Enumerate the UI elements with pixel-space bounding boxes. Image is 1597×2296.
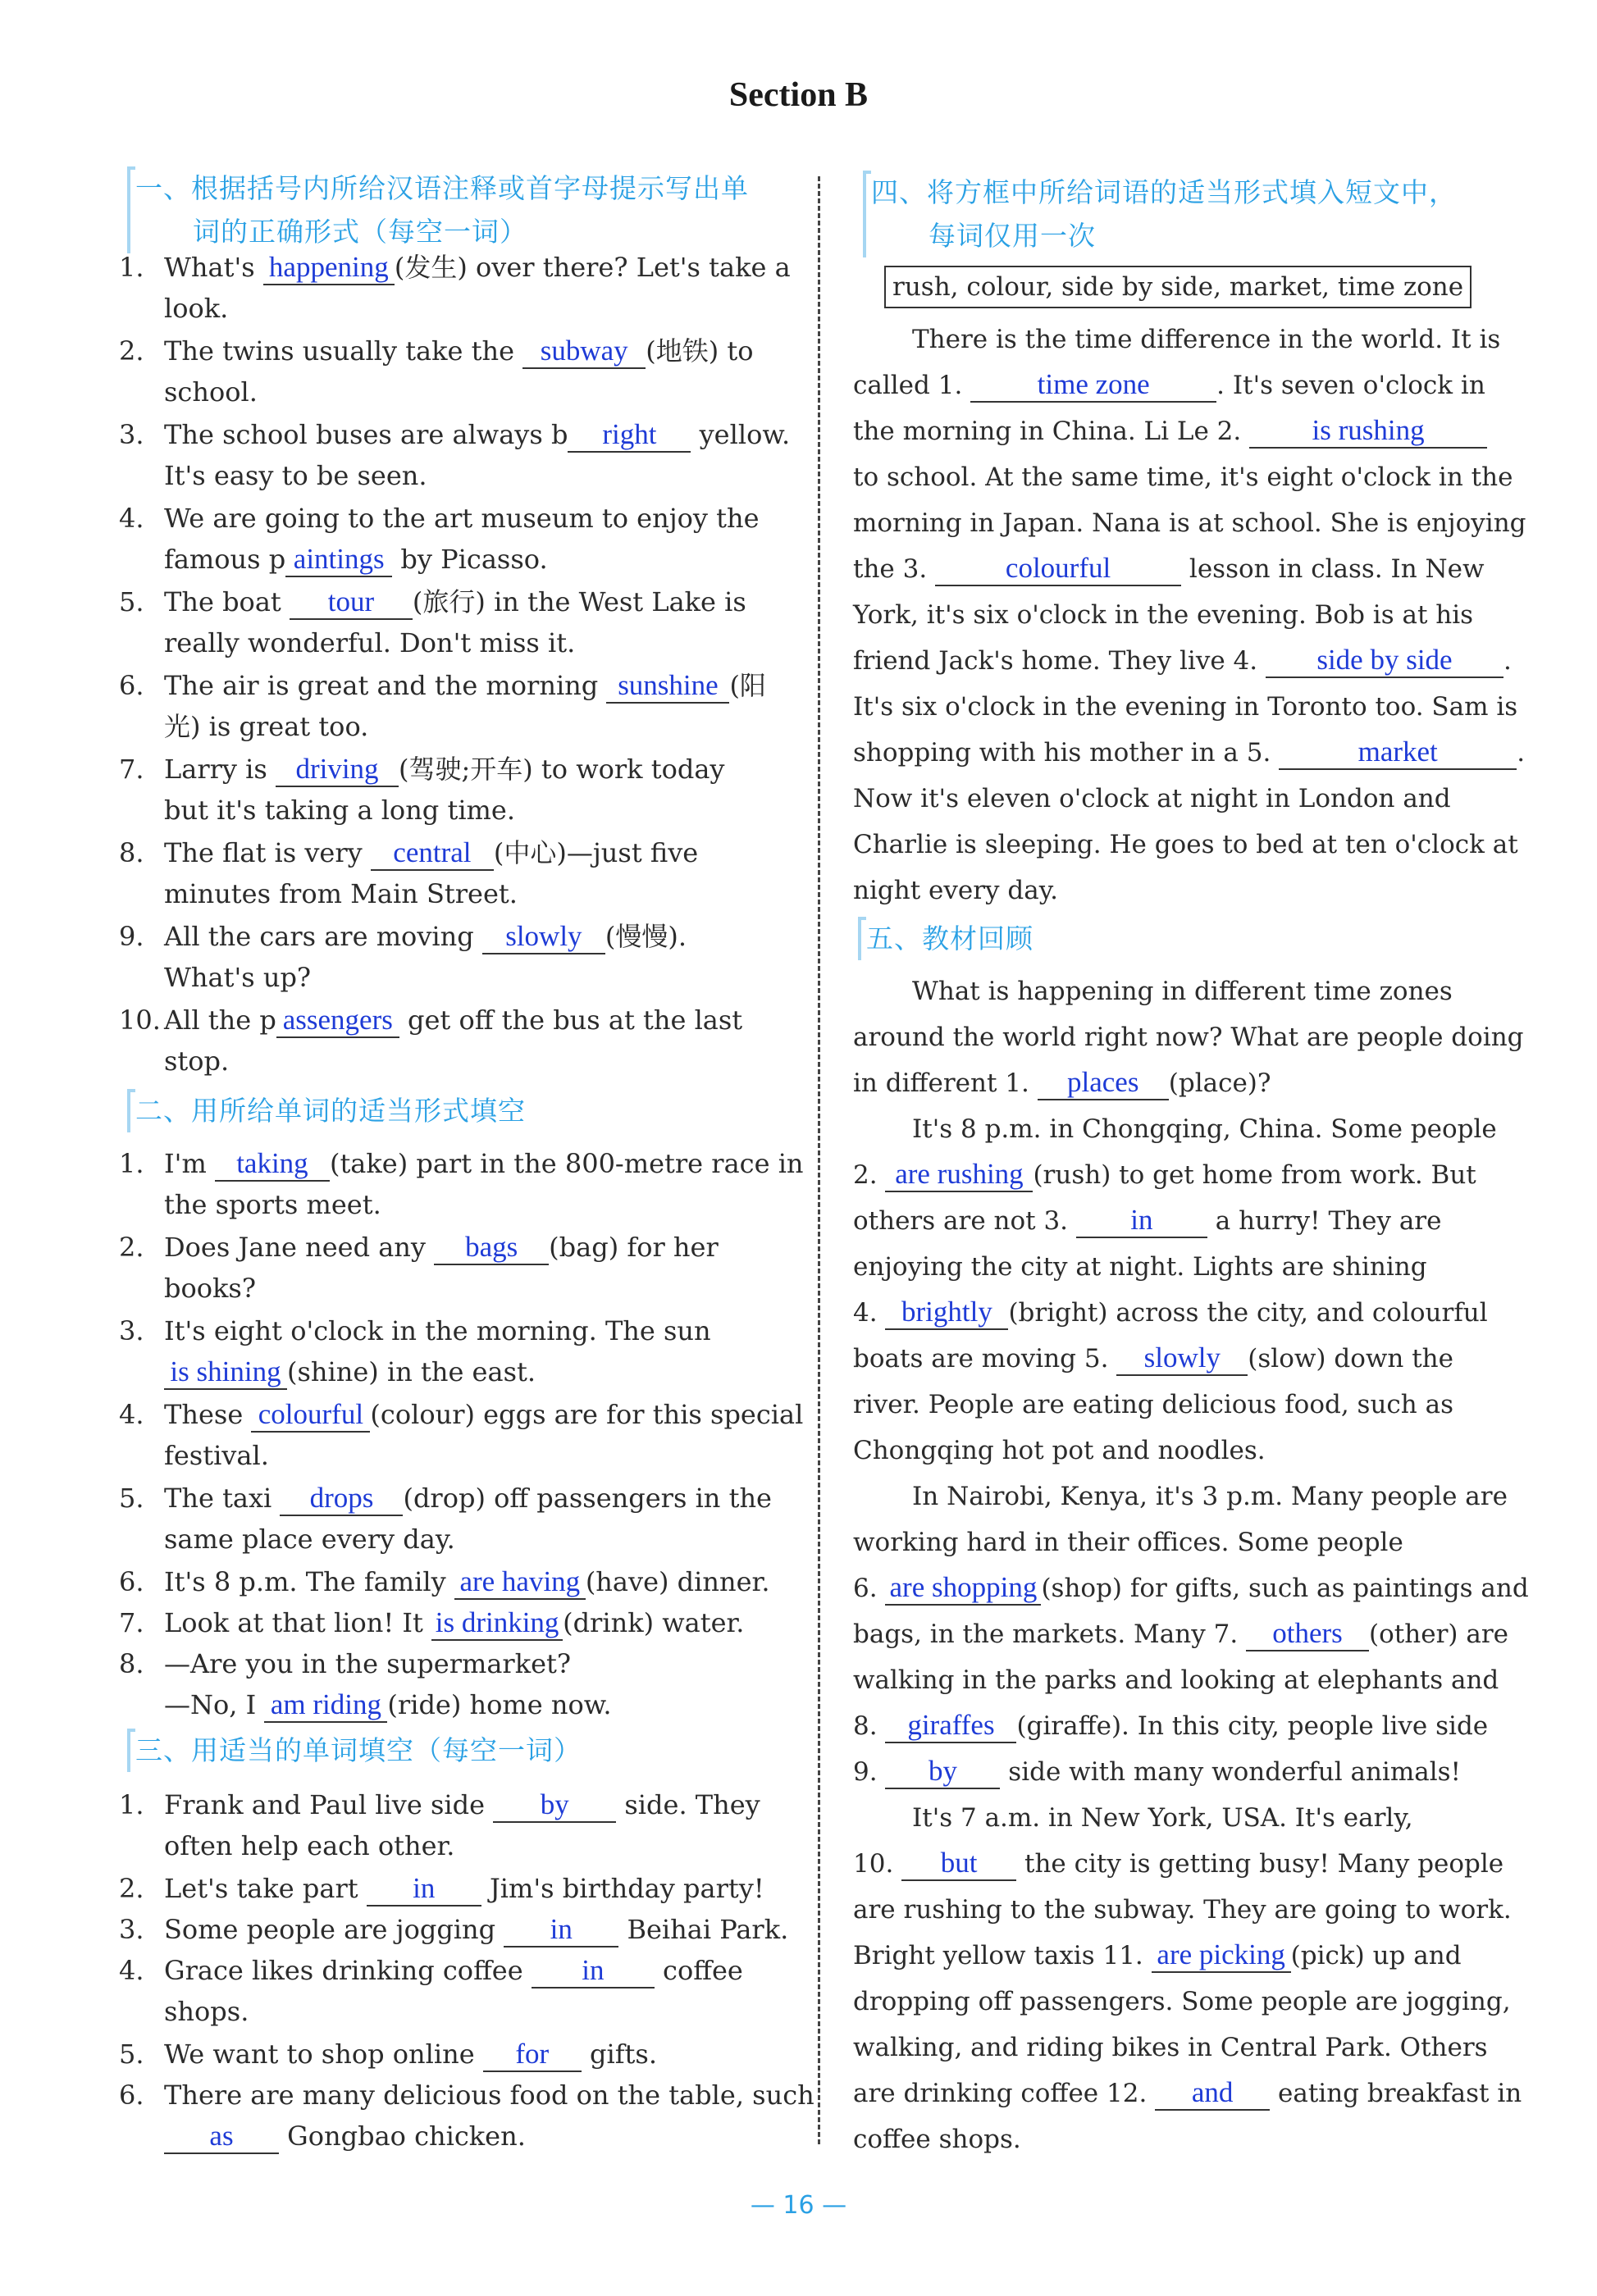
answer-blank[interactable]: assengers: [276, 1004, 399, 1038]
part5-line: 6. are shopping (shop) for gifts, such as paintings and: [853, 1567, 1529, 1610]
part5-line: 9. by side with many wonderful animals!: [853, 1751, 1461, 1793]
answer-blank[interactable]: colourful: [935, 552, 1181, 586]
part5-line: Chongqing hot pot and noodles.: [853, 1436, 1266, 1465]
part4-line: friend Jack's home. They live 4. side by side .: [853, 640, 1512, 682]
part5-line: others are not 3. in a hurry! They are: [853, 1200, 1441, 1242]
part5-line: boats are moving 5. slowly (slow) down the: [853, 1337, 1453, 1380]
part4-line: the 3. colourful lesson in class. In New: [853, 548, 1485, 590]
part1-heading: 一、根据括号内所给汉语注释或首字母提示写出单 词的正确形式（每空一词）: [135, 166, 749, 253]
page-number: — 16 —: [750, 2191, 847, 2220]
part5-line: are rushing to the subway. They are going to work.: [853, 1895, 1512, 1925]
answer-blank[interactable]: are having: [454, 1565, 586, 1600]
answer-blank[interactable]: are picking: [1152, 1938, 1291, 1973]
part4-line: There is the time difference in the world. It is: [912, 325, 1501, 354]
part5-line: working hard in their offices. Some people: [853, 1528, 1403, 1557]
answer-blank[interactable]: but: [901, 1847, 1016, 1881]
answer-blank[interactable]: sunshine: [606, 669, 729, 704]
page-title: Section B: [728, 76, 869, 114]
answer-blank[interactable]: for: [483, 2038, 582, 2072]
part4-line: Now it's eleven o'clock at night in London and: [853, 784, 1451, 813]
part5-line: dropping off passengers. Some people are jogging,: [853, 1987, 1511, 2016]
answer-blank[interactable]: driving: [276, 753, 399, 787]
part4-line: shopping with his mother in a 5. market .: [853, 731, 1525, 774]
column-divider: [818, 176, 820, 2144]
answer-blank[interactable]: in: [532, 1954, 655, 1988]
part5-line: 8. giraffes (giraffe). In this city, people live side: [853, 1705, 1488, 1747]
part4-line: Charlie is sleeping. He goes to bed at ten o'clock at: [853, 830, 1518, 859]
part3-heading: 三、用适当的单词填空（每空一词）: [135, 1729, 582, 1772]
answer-blank[interactable]: in: [1076, 1204, 1207, 1238]
answer-blank[interactable]: side by side: [1266, 644, 1503, 678]
part5-line: 10. but the city is getting busy! Many people: [853, 1843, 1503, 1885]
answer-blank[interactable]: are shopping: [885, 1571, 1041, 1606]
part5-line: Bright yellow taxis 11. are picking (pick) up and: [853, 1934, 1462, 1977]
answer-blank[interactable]: and: [1155, 2076, 1270, 2111]
answer-blank[interactable]: taking: [215, 1147, 330, 1182]
part5-line: river. People are eating delicious food, such as: [853, 1390, 1453, 1419]
answer-blank[interactable]: others: [1246, 1617, 1369, 1651]
answer-blank[interactable]: by: [885, 1755, 1000, 1789]
answer-blank[interactable]: are rushing: [885, 1158, 1033, 1192]
answer-blank[interactable]: slowly: [1116, 1342, 1248, 1376]
answer-blank[interactable]: in: [504, 1913, 618, 1947]
part4-line: It's six o'clock in the evening in Toronto too. Sam is: [853, 692, 1518, 722]
part5-line: coffee shops.: [853, 2125, 1021, 2154]
part5-line: around the world right now? What are people doing: [853, 1023, 1524, 1052]
answer-blank[interactable]: right: [568, 418, 691, 453]
answer-blank[interactable]: colourful: [251, 1398, 370, 1433]
part5-line: It's 8 p.m. in Chongqing, China. Some people: [912, 1114, 1497, 1144]
part5-line: 4. brightly (bright) across the city, and colourful: [853, 1292, 1488, 1334]
part5-line: are drinking coffee 12. and eating breakfast in: [853, 2072, 1522, 2115]
part5-line: What is happening in different time zones: [912, 977, 1453, 1006]
answer-blank[interactable]: bags: [434, 1231, 549, 1265]
part4-line: night every day.: [853, 876, 1058, 905]
answer-blank[interactable]: tour: [290, 585, 413, 620]
answer-blank[interactable]: is drinking: [431, 1606, 563, 1641]
part5-line: 2. are rushing (rush) to get home from work. But: [853, 1154, 1476, 1196]
answer-blank[interactable]: as: [164, 2120, 279, 2154]
part4-line: York, it's six o'clock in the evening. Bob is at his: [853, 600, 1474, 630]
part4-line: the morning in China. Li Le 2. is rushing: [853, 410, 1487, 453]
answer-blank[interactable]: is shining: [164, 1355, 287, 1390]
part5-line: It's 7 a.m. in New York, USA. It's early,: [912, 1803, 1413, 1833]
answer-blank[interactable]: market: [1279, 736, 1517, 770]
part5-line: enjoying the city at night. Lights are shining: [853, 1252, 1427, 1282]
answer-blank[interactable]: happening: [263, 251, 395, 285]
word-box: rush, colour, side by side, market, time zone: [884, 266, 1472, 308]
part5-line: bags, in the markets. Many 7. others (other) are: [853, 1613, 1508, 1656]
part4-line: morning in Japan. Nana is at school. She is enjoying: [853, 508, 1526, 538]
part4-line: called 1. time zone . It's seven o'clock in: [853, 364, 1485, 407]
part2-heading: 二、用所给单词的适当形式填空: [135, 1089, 526, 1132]
answer-blank[interactable]: drops: [280, 1482, 403, 1516]
answer-blank[interactable]: in: [367, 1872, 481, 1906]
part5-heading: 五、教材回顾: [866, 917, 1033, 960]
part5-line: in different 1. places (place)?: [853, 1062, 1271, 1105]
part4-heading: 四、将方框中所给词语的适当形式填入短文中， 每词仅用一次: [871, 171, 1457, 257]
part5-line: walking, and riding bikes in Central Park. Others: [853, 2033, 1488, 2062]
part5-line: In Nairobi, Kenya, it's 3 p.m. Many people are: [912, 1482, 1508, 1511]
answer-blank[interactable]: subway: [522, 335, 646, 369]
answer-blank[interactable]: central: [371, 836, 494, 871]
answer-blank[interactable]: giraffes: [885, 1709, 1016, 1743]
answer-blank[interactable]: by: [493, 1788, 616, 1823]
answer-blank[interactable]: slowly: [482, 920, 605, 954]
answer-blank[interactable]: am riding: [264, 1688, 387, 1723]
part4-line: to school. At the same time, it's eight o'clock in the: [853, 462, 1513, 492]
answer-blank[interactable]: time zone: [970, 368, 1216, 403]
answer-blank[interactable]: brightly: [885, 1296, 1008, 1330]
answer-blank[interactable]: is rushing: [1249, 414, 1487, 449]
answer-blank[interactable]: places: [1038, 1066, 1169, 1100]
answer-blank[interactable]: aintings: [285, 543, 392, 577]
part5-line: walking in the parks and looking at elephants and: [853, 1665, 1499, 1695]
